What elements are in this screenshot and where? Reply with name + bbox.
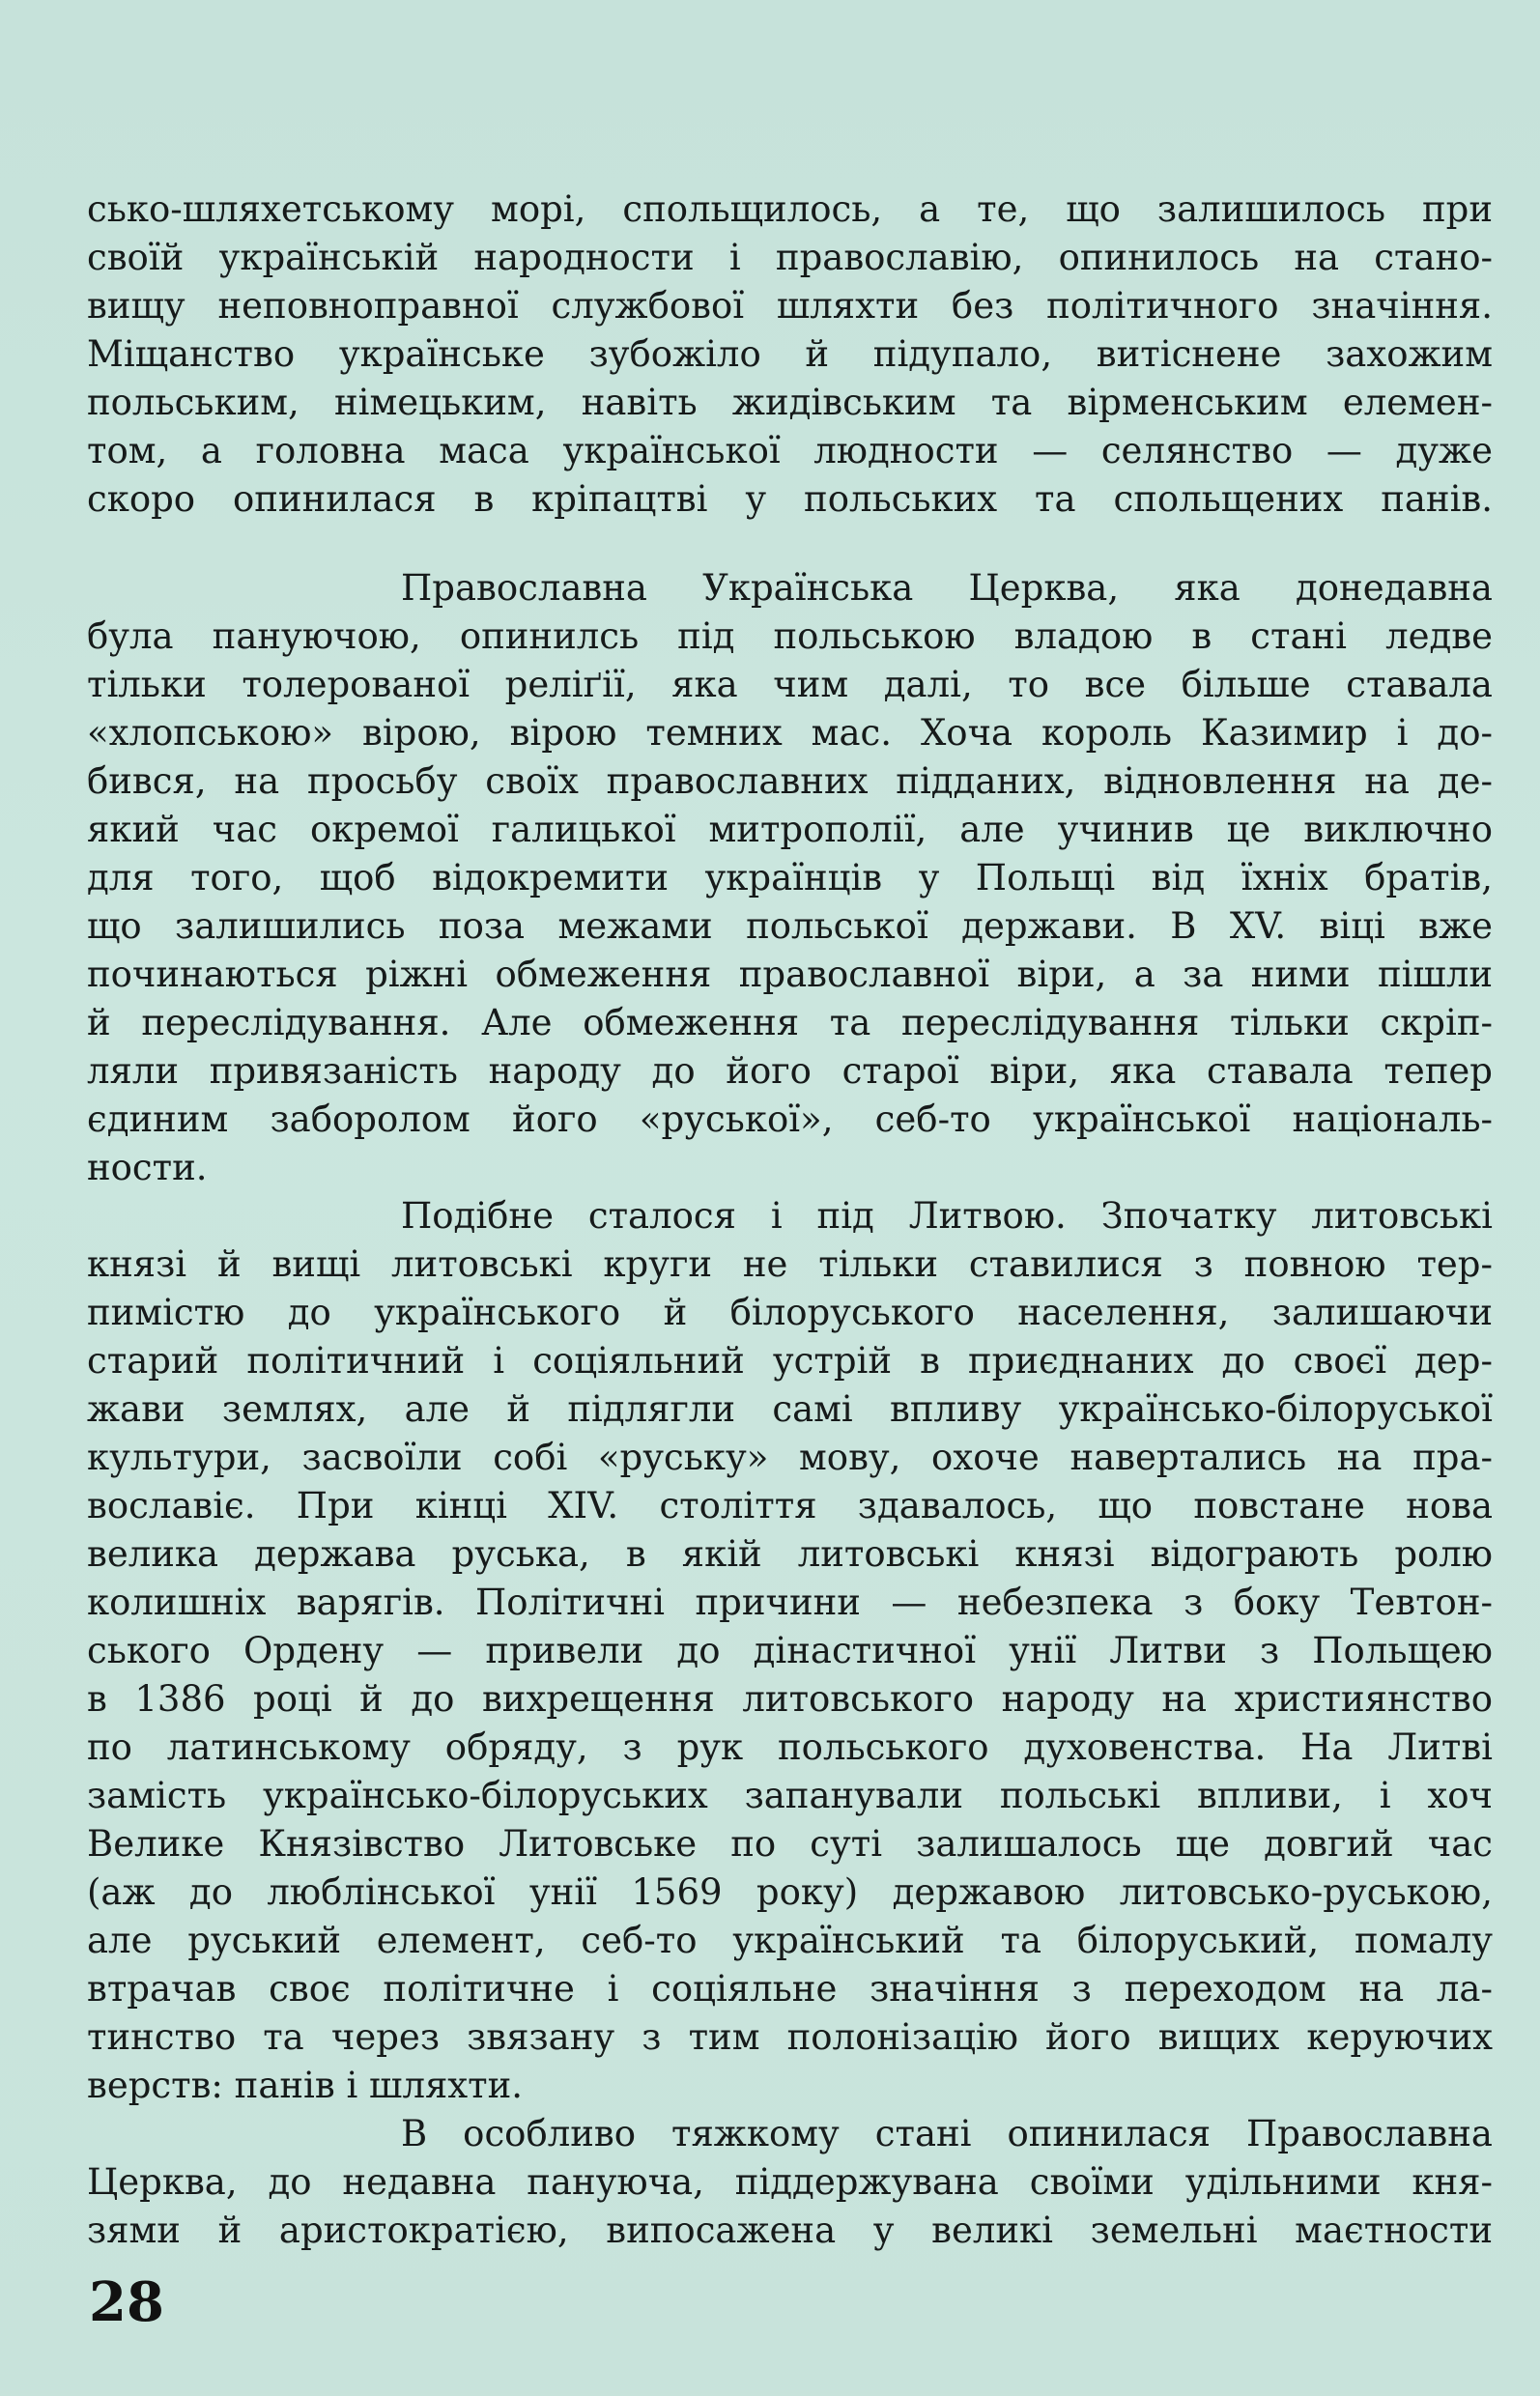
text-line: том, а головна маса української людности — селянство — дуже (87, 430, 1493, 471)
text-line: польським, німецьким, навіть жидівським та вірменським елемен- (87, 382, 1493, 423)
text-line: верств: панів і шляхти. (87, 2065, 524, 2106)
text-line: ляли привязаність народу до його старої віри, яка ставала тепер (87, 1050, 1493, 1092)
text-line: починаються ріжні обмеження православної віри, а за ними пішли (87, 954, 1493, 995)
text-line-indented: Православна Українська Церква, яка донедавна (401, 567, 1493, 609)
text-line: який час окремої галицької митрополії, але учинив це виключно (87, 809, 1493, 850)
paragraph-2 (87, 564, 1493, 1192)
text-line: князі й вищі литовські круги не тільки ставилися з повною тер- (87, 1243, 1493, 1285)
text-line: Міщанство українське зубожіло й підупало, витіснене захожим (87, 333, 1493, 375)
text-line: бився, на просьбу своїх православних підданих, відновлення на де- (87, 760, 1493, 802)
text-line: вищу неповноправної службової шляхти без політичного значіння. (87, 285, 1493, 327)
text-line: ности. (87, 1147, 208, 1188)
text-line: тільки толерованої реліґії, яка чим далі, то все більше ставала (87, 664, 1493, 705)
text-column (87, 185, 1493, 2255)
text-line: «хлопською» вірою, вірою темних мас. Хоча король Казимир і до- (87, 712, 1493, 754)
text-line: сько-шляхетському морі, спольщилось, а те, що залишилось при (87, 188, 1493, 230)
text-line: пимістю до українського й білоруського населення, залишаючи (87, 1292, 1493, 1333)
text-line: велика держава руська, в якій литовські князі відограють ролю (87, 1533, 1493, 1575)
text-line: жави землях, але й підлягли самі впливу українсько-білоруської (87, 1388, 1493, 1430)
text-line: вославіє. При кінці XIV. століття здавалось, що повстане нова (87, 1485, 1493, 1526)
text-line: тинство та через звязану з тим полонізацію його вищих керуючих (87, 2016, 1493, 2058)
text-line: втрачав своє політичне і соціяльне значіння з переходом на ла- (87, 1968, 1493, 2010)
text-line: єдиним заборолом його «руської», себ-то української національ- (87, 1098, 1493, 1140)
text-line: старий політичний і соціяльний устрій в приєднаних до своєї дер- (87, 1340, 1493, 1382)
text-line: й переслідування. Але обмеження та переслідування тільки скріп- (87, 1002, 1493, 1043)
text-line: що залишились поза межами польської держави. В XV. віці вже (87, 905, 1493, 947)
text-line: культури, засвоїли собі «руську» мову, охоче навертались на пра- (87, 1437, 1493, 1478)
text-line: але руський елемент, себ-то український та білоруський, помалу (87, 1920, 1493, 1961)
paragraph-1 (87, 185, 1493, 524)
text-line: зями й аристократією, випосажена у великі земельні маєтности (87, 2210, 1493, 2251)
page-number: 28 (89, 2270, 164, 2334)
text-line: Церква, до недавна пануюча, піддержувана своїми удільними кня- (87, 2161, 1493, 2203)
text-line: була пануючою, опинилсь під польською владою в стані ледве (87, 615, 1493, 657)
text-line: по латинському обряду, з рук польського духовенства. На Литві (87, 1726, 1493, 1768)
text-line: своїй українській народности і православію, опинилось на стано- (87, 237, 1493, 278)
paragraph-3 (87, 1192, 1493, 2110)
text-line: замість українсько-білоруських запанували польські впливи, і хоч (87, 1775, 1493, 1816)
text-line: в 1386 році й до вихрещення литовського народу на християнство (87, 1678, 1493, 1720)
text-line: колишніх варягів. Політичні причини — небезпека з боку Тевтон- (87, 1582, 1493, 1623)
text-line: скоро опинилася в кріпацтві у польських та спольщених панів. (87, 478, 1493, 520)
text-line: Велике Князівство Литовське по суті залишалось ще довгий час (87, 1823, 1493, 1865)
text-line: ського Ордену — привели до дінастичної унії Литви з Польщею (87, 1630, 1493, 1671)
text-line-indented: В особливо тяжкому стані опинилася Православна (401, 2113, 1493, 2154)
text-line: для того, щоб відокремити українців у Польщі від їхніх братів, (87, 857, 1493, 898)
paragraph-4 (87, 2110, 1493, 2255)
text-line: (аж до люблінської унії 1569 року) державою литовсько-руською, (87, 1871, 1493, 1913)
paragraph-gap (87, 524, 1493, 564)
text-line-indented: Подібне сталося і під Литвою. Зпочатку литовські (401, 1195, 1493, 1237)
